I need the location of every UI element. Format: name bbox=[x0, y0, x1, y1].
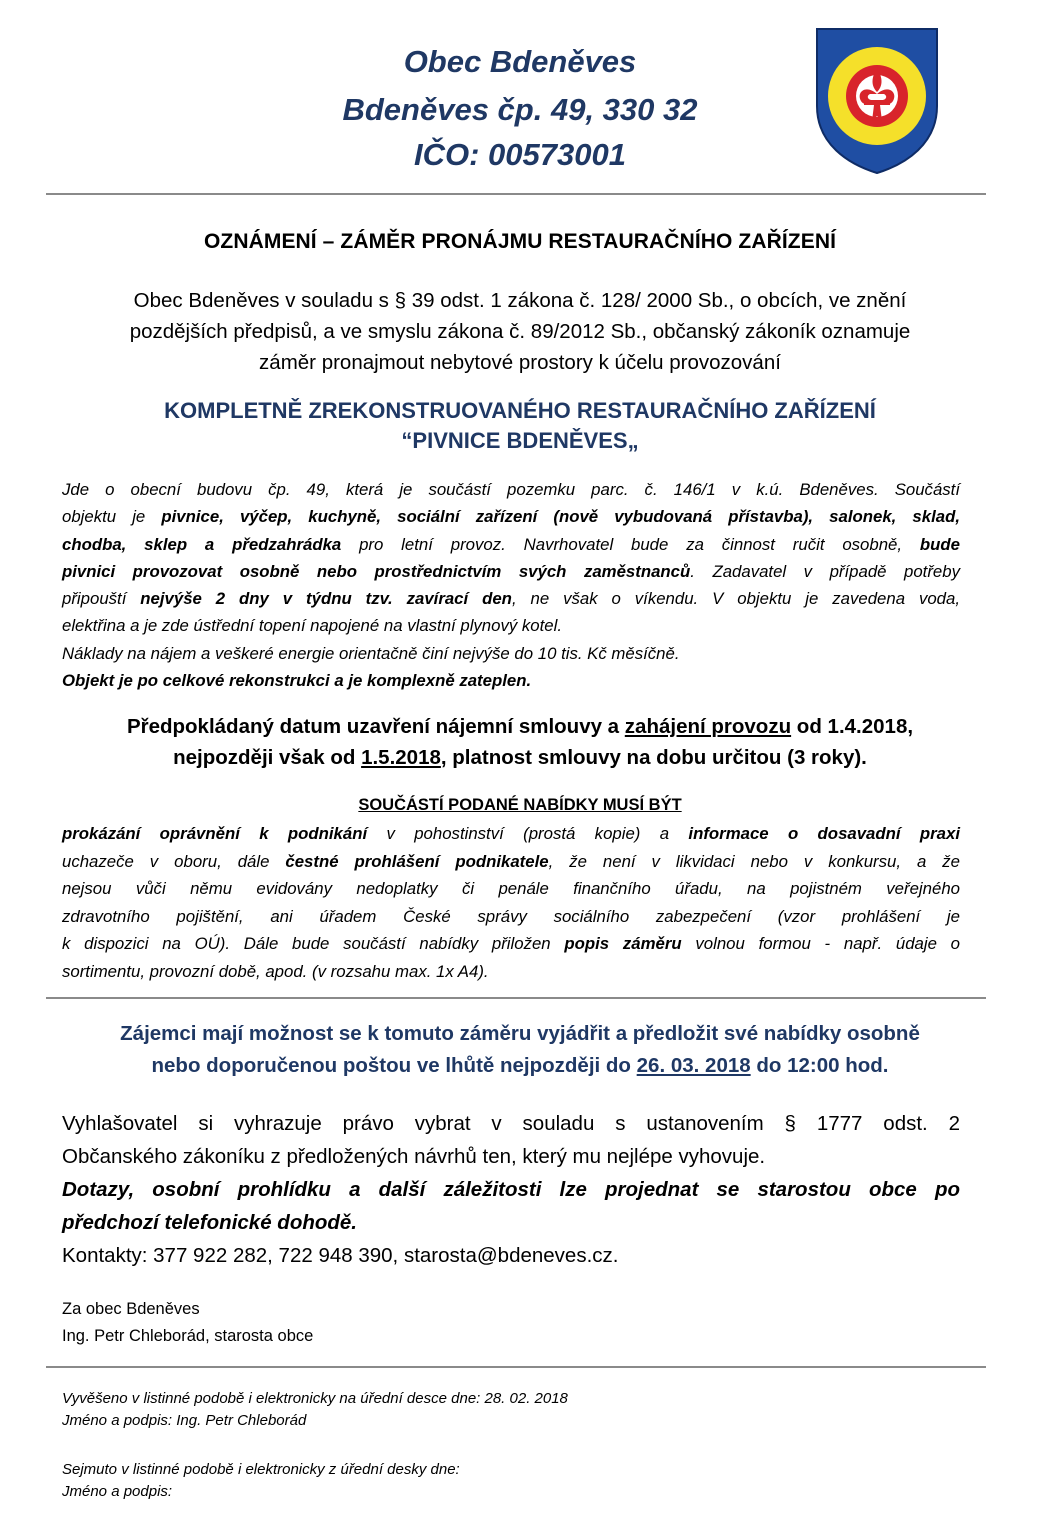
description-line bbox=[62, 585, 960, 612]
description-line bbox=[62, 503, 960, 530]
contacts-line: Kontakty: 377 922 282, 722 948 390, starosta@bdeneves.cz. bbox=[62, 1244, 619, 1267]
text-span: nejpozději však od bbox=[173, 746, 362, 769]
dates-line bbox=[0, 711, 1040, 742]
text-span: od 1.4.2018, bbox=[791, 715, 914, 738]
description-line bbox=[62, 558, 960, 585]
description-line: Náklady na nájem a veškeré energie orientačně činí nejvýše do 10 tis. Kč měsíčně. bbox=[62, 643, 680, 663]
removed-block bbox=[62, 1459, 460, 1503]
description-paragraph bbox=[62, 476, 960, 694]
text-span: , ne však o víkendu. V objektu je zavedena voda, bbox=[511, 589, 960, 609]
bold-span: nejvýše 2 dny v týdnu tzv. zavírací den bbox=[140, 589, 512, 609]
requirements-line: nejsou vůči němu evidovány nedoplatky či penále finančního úřadu, na pojistném veřejného bbox=[62, 879, 960, 898]
posted-line: Vyvěšeno v listinné podobě i elektronicky na úřední desce dne: 28. 02. 2018 bbox=[62, 1390, 568, 1407]
text-span: objektu je bbox=[62, 507, 162, 527]
reservation-line: Dotazy, osobní prohlídku a další záležitosti lze projednat se starostou obce po bbox=[62, 1178, 960, 1201]
municipality-name: Obec Bdeněves bbox=[403, 44, 637, 79]
dates-line bbox=[0, 742, 1040, 773]
intro-paragraph bbox=[60, 285, 980, 378]
text-span: volnou formou - např. údaje o bbox=[681, 934, 960, 953]
header-divider bbox=[46, 193, 986, 195]
bold-span: čestné prohlášení podnikatele bbox=[285, 851, 549, 871]
posted-block bbox=[62, 1388, 568, 1432]
text-span: Předpokládaný datum uzavření nájemní smlouvy a bbox=[126, 715, 625, 738]
requirements-line bbox=[62, 848, 960, 876]
coat-of-arms-icon bbox=[814, 26, 940, 176]
text-span: k dispozici na OÚ). Dále bude součástí nabídky přiložen bbox=[62, 934, 565, 953]
requirements-line: sortimentu, provozní době, apod. (v rozsahu max. 1x A4). bbox=[62, 961, 489, 981]
municipality-ico: IČO: 00573001 bbox=[414, 137, 626, 172]
deadline-paragraph bbox=[0, 1018, 1040, 1082]
section-divider bbox=[46, 997, 986, 999]
bold-span: pivnice, výčep, kuchyně, sociální zařízení (nově vybudovaná přístavba), salonek, sklad, bbox=[161, 507, 961, 527]
deadline-line bbox=[0, 1050, 1040, 1082]
deadline-line: Zájemci mají možnost se k tomuto záměru vyjádřit a předložit své nabídky osobně bbox=[120, 1022, 920, 1045]
requirements-line bbox=[62, 820, 960, 848]
bold-span: informace o dosavadní praxi bbox=[688, 824, 961, 843]
dates-paragraph bbox=[0, 711, 1040, 773]
text-span: , že není v likvidaci nebo v konkursu, a že bbox=[548, 851, 960, 871]
notice-title: OZNÁMENÍ – ZÁMĚR PRONÁJMU RESTAURAČNÍHO ZAŘÍZENÍ bbox=[203, 230, 837, 253]
intro-line: Obec Bdeněves v souladu s § 39 odst. 1 zákona č. 128/ 2000 Sb., o obcích, ve znění bbox=[133, 289, 907, 312]
bold-span: popis záměru bbox=[564, 934, 682, 953]
bold-span: bude bbox=[919, 534, 960, 554]
text-span: připouští bbox=[62, 589, 141, 609]
facility-heading: KOMPLETNĚ ZREKONSTRUOVANÉHO RESTAURAČNÍHO ZAŘÍZENÍ bbox=[164, 398, 876, 423]
bold-span: prokázání oprávnění k podnikání bbox=[62, 824, 368, 843]
removed-sign-line: Jméno a podpis: bbox=[62, 1483, 173, 1500]
offer-heading: SOUČÁSTÍ PODANÉ NABÍDKY MUSÍ BÝT bbox=[358, 796, 682, 814]
text-span: do 12:00 hod. bbox=[750, 1054, 889, 1077]
footer-divider bbox=[46, 1366, 986, 1368]
requirements-line bbox=[62, 930, 960, 958]
bold-span: pivnici provozovat osobně nebo prostřednictvím svých zaměstnanců bbox=[62, 561, 691, 581]
facility-name: “PIVNICE BDENĚVES„ bbox=[401, 428, 639, 453]
reservation-line: Občanského zákoníku z předložených návrhů ten, který mu nejlépe vyhovuje. bbox=[62, 1145, 766, 1168]
reservation-line: předchozí telefonické dohodě. bbox=[62, 1211, 358, 1234]
text-span: nebo doporučenou poštou ve lhůtě nejpozději do bbox=[151, 1054, 637, 1077]
description-line: Objekt je po celkové rekonstrukci a je komplexně zateplen. bbox=[62, 671, 532, 691]
intro-line: pozdějších předpisů, a ve smyslu zákona č. 89/2012 Sb., občanský zákoník oznamuje bbox=[129, 320, 911, 343]
text-span: , platnost smlouvy na dobu určitou (3 roky). bbox=[440, 746, 867, 769]
signature-line: Za obec Bdeněves bbox=[62, 1300, 200, 1318]
posted-sign-line: Jméno a podpis: Ing. Petr Chleborád bbox=[62, 1412, 307, 1429]
requirements-line: zdravotního pojištění, ani úřadem České správy sociálního zabezpečení (vzor prohlášení je bbox=[62, 906, 960, 926]
removed-line: Sejmuto v listinné podobě i elektronicky z úřední desky dne: bbox=[62, 1461, 460, 1478]
signature-line: Ing. Petr Chleborád, starosta obce bbox=[62, 1327, 314, 1345]
reservation-line: Vyhlašovatel si vyhrazuje právo vybrat v souladu s ustanovením § 1777 odst. 2 bbox=[62, 1112, 960, 1135]
signature-block bbox=[62, 1296, 313, 1350]
municipality-address: Bdeněves čp. 49, 330 32 bbox=[342, 92, 698, 127]
underlined-span: 1.5.2018 bbox=[361, 746, 441, 769]
text-span: . Zadavatel v případě potřeby bbox=[690, 561, 960, 581]
intro-line: záměr pronajmout nebytové prostory k účelu provozování bbox=[259, 351, 781, 374]
reservation-paragraph bbox=[62, 1107, 960, 1272]
deadline-date: 26. 03. 2018 bbox=[636, 1054, 751, 1077]
text-span: uchazeče v oboru, dále bbox=[62, 851, 286, 871]
description-line: elektřina a je zde ústřední topení napojené na vlastní plynový kotel. bbox=[62, 616, 563, 636]
text-span: pro letní provoz. Navrhovatel bude za činnost ručit osobně, bbox=[341, 534, 920, 554]
text-span: v pohostinství (prostá kopie) a bbox=[367, 824, 689, 843]
bold-span: chodba, sklep a předzahrádka bbox=[62, 534, 342, 554]
underlined-span: zahájení provozu bbox=[624, 715, 792, 738]
requirements-paragraph bbox=[62, 820, 960, 985]
description-line bbox=[62, 531, 960, 558]
description-line: Jde o obecní budovu čp. 49, která je součástí pozemku parc. č. 146/1 v k.ú. Bdeněves. Součástí bbox=[62, 480, 960, 499]
